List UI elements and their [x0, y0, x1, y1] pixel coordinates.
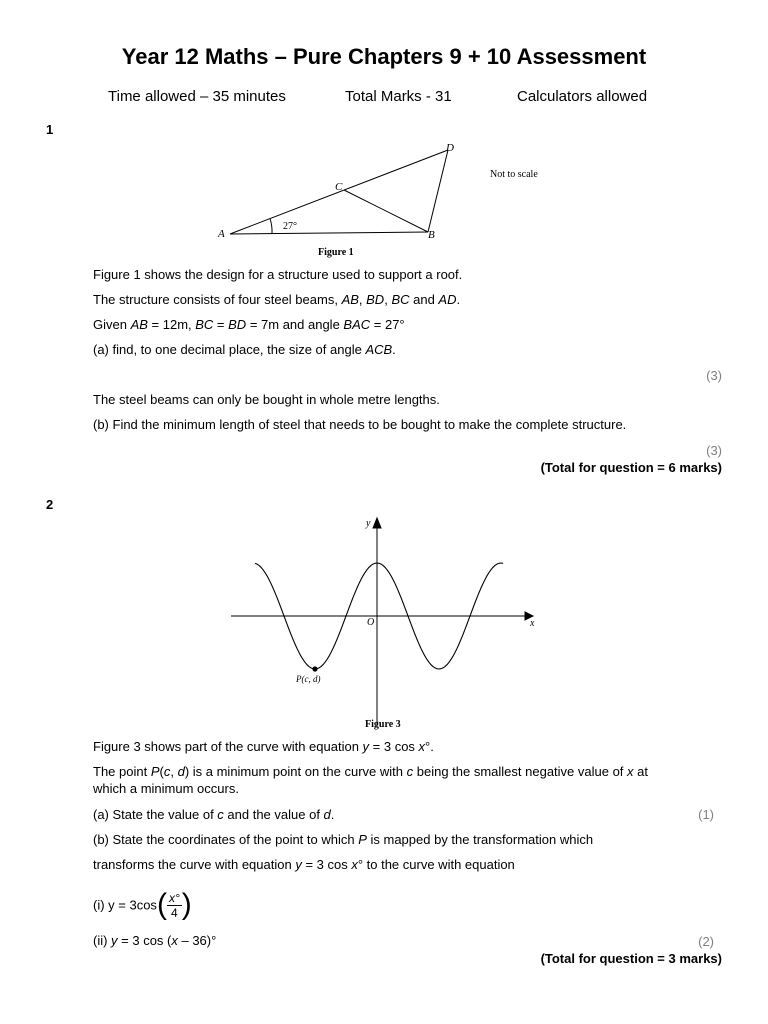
q2-line1: Figure 3 shows part of the curve with equation y = 3 cos x°. — [93, 739, 434, 754]
q1-mark-a: (3) — [706, 368, 722, 383]
beam-ab — [230, 232, 428, 234]
origin-label: O — [367, 617, 375, 628]
label-a: A — [218, 228, 225, 240]
beam-bd — [428, 150, 448, 232]
q2-line2b: which a minimum occurs. — [93, 781, 239, 796]
q1-part-a: (a) find, to one decimal place, the size of angle ACB. — [93, 342, 396, 357]
x-axis-label: x — [530, 618, 535, 629]
q1-mark-b: (3) — [706, 443, 722, 458]
q2-mark-a: (1) — [698, 807, 714, 822]
beam-bc — [344, 190, 428, 232]
q2-sub-i: (i) y = 3cos( $\frac{x^\circ}{4}$) — [93, 888, 192, 921]
label-d: D — [446, 142, 454, 154]
q1-line2: The structure consists of four steel beams, AB, BD, BC and AD. — [93, 292, 461, 307]
question-2-number: 2 — [46, 497, 54, 512]
figure-1-diagram — [210, 138, 570, 262]
q2-sub-ii: (ii) y = 3 cos (x – 36)° — [93, 933, 217, 948]
time-allowed: Time allowed – 35 minutes — [108, 88, 286, 105]
q1-total: (Total for question = 6 marks) — [540, 460, 722, 475]
total-marks: Total Marks - 31 — [345, 88, 452, 105]
q2-mark-b: (2) — [698, 934, 714, 949]
figure-3-caption: Figure 3 — [365, 719, 401, 730]
q1-line3: Given AB = 12m, BC = BD = 7m and angle BAC = 27° — [93, 317, 405, 332]
q1-line1: Figure 1 shows the design for a structure used to support a roof. — [93, 267, 463, 282]
calculators-allowed: Calculators allowed — [517, 88, 648, 105]
angle-label: 27° — [283, 221, 297, 232]
y-axis-label: y — [366, 518, 371, 529]
q1-steel-line: The steel beams can only be bought in whole metre lengths. — [93, 392, 440, 407]
point-p-label: P(c, d) — [296, 674, 321, 684]
figure-1-caption: Figure 1 — [318, 247, 354, 258]
point-p — [312, 666, 317, 671]
question-1-number: 1 — [46, 122, 54, 137]
q2-part-a: (a) State the value of c and the value of d. — [93, 807, 335, 822]
q1-part-b: (b) Find the minimum length of steel that needs to be bought to make the complete structure. — [93, 417, 627, 432]
q2-line2: The point P(c, d) is a minimum point on the curve with c being the smallest negative value of x at — [93, 764, 649, 779]
y-axis-arrow — [373, 518, 381, 528]
label-c: C — [335, 181, 343, 193]
q2-part-b: (b) State the coordinates of the point to which P is mapped by the transformation which — [93, 832, 594, 847]
page-title: Year 12 Maths – Pure Chapters 9 + 10 Assessment — [121, 44, 647, 69]
q2-total: (Total for question = 3 marks) — [540, 951, 722, 966]
angle-arc — [270, 219, 272, 234]
q2-part-b2: transforms the curve with equation y = 3 cos x° to the curve with equation — [93, 857, 515, 872]
not-to-scale-note: Not to scale — [490, 169, 538, 180]
label-b: B — [428, 229, 435, 241]
figure-3-graph — [225, 512, 545, 736]
